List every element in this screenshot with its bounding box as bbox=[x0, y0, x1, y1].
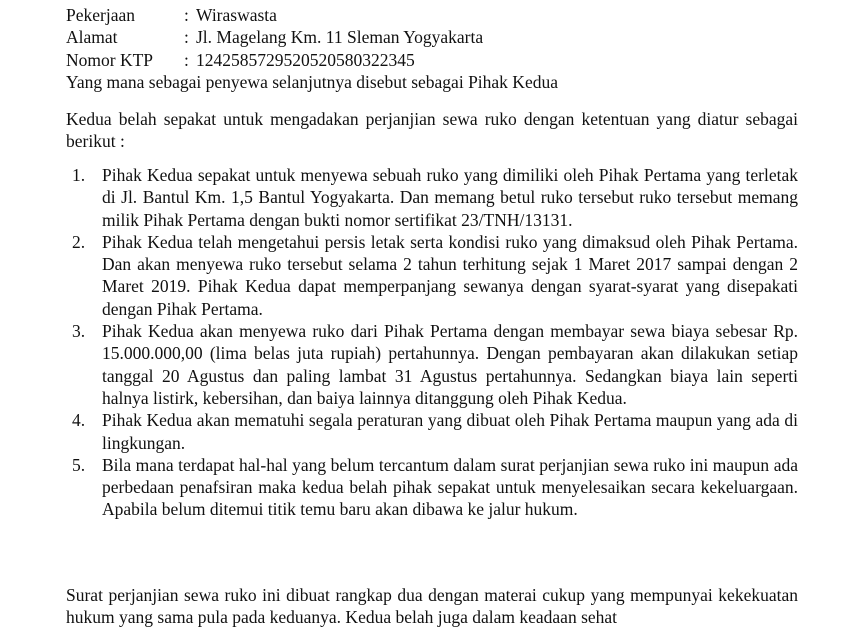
tenant-identity-block bbox=[66, 4, 558, 93]
intro-paragraph: Kedua belah sepakat untuk mengadakan perjanjian sewa ruko dengan ketentuan yang diatur sebagai berikut : bbox=[66, 109, 798, 152]
identity-row-ktp-number bbox=[66, 49, 558, 71]
term-number: 5. bbox=[72, 454, 86, 475]
term-item bbox=[66, 454, 798, 521]
term-number: 4. bbox=[72, 410, 86, 431]
term-text: Bila mana terdapat hal-hal yang belum tercantum dalam surat perjanjian sewa ruko ini maupun ada perbedaan penafsiran maka kedua belah pihak sepakat untuk menyelesaikan secara kekeluargaan. Apabila belum ditemui titik temu baru akan dibawa ke jalur hukum. bbox=[102, 454, 798, 520]
term-number: 2. bbox=[72, 231, 86, 252]
term-text: Pihak Kedua telah mengetahui persis letak serta kondisi ruko yang dimaksud oleh Pihak Pertama. Dan akan menyewa ruko tersebut selama 2 tahun terhitung sejak 1 Maret 2017 sampai dengan 2 Maret 2019. Pihak Kedua dapat memperpanjang sewanya dengan syarat-syarat yang disepakati dengan Pihak Pertama. bbox=[102, 231, 798, 319]
term-item bbox=[66, 320, 798, 409]
identity-row-occupation bbox=[66, 4, 558, 26]
identity-value: Wiraswasta bbox=[196, 5, 277, 25]
term-text: Pihak Kedua akan mematuhi segala peraturan yang dibuat oleh Pihak Pertama maupun yang ada di lingkungan. bbox=[102, 410, 798, 453]
identity-label: Nomor KTP bbox=[66, 49, 154, 70]
terms-list bbox=[66, 164, 798, 521]
identity-row-address bbox=[66, 26, 558, 48]
term-number: 3. bbox=[72, 321, 86, 342]
identity-colon: : bbox=[184, 49, 189, 70]
term-item bbox=[66, 231, 798, 320]
identity-label: Alamat bbox=[66, 27, 118, 48]
term-text: Pihak Kedua sepakat untuk menyewa sebuah ruko yang dimiliki oleh Pihak Pertama yang terletak di Jl. Bantul Km. 1,5 Bantul Yogyakarta. Dan memang betul ruko tersebut ruko tersebut memang milik Pihak Pertama dengan bukti nomor sertifikat 23/TNH/13131. bbox=[102, 165, 798, 230]
term-item bbox=[66, 164, 798, 231]
term-text: Pihak Kedua akan menyewa ruko dari Pihak Pertama dengan membayar sewa biaya sebesar Rp. 15.000.000,00 (lima belas juta rupiah) pertahunnya. Dengan pembayaran akan dilakukan setiap tanggal 20 Agustus dan paling lambat 31 Agustus pertahunnya. Sedangkan biaya lain seperti halnya listirk, kebersihan, dan baiya lainnya ditanggung oleh Pihak Kedua. bbox=[102, 321, 798, 408]
closing-paragraph: Surat perjanjian sewa ruko ini dibuat rangkap dua dengan materai cukup yang mempunyai kekekuatan hukum yang sama pula pada keduanya. Kedua belah juga dalam keadaan sehat bbox=[66, 585, 798, 628]
identity-label: Pekerjaan bbox=[66, 5, 135, 25]
second-party-designation: Yang mana sebagai penyewa selanjutnya disebut sebagai Pihak Kedua bbox=[66, 71, 558, 92]
term-number: 1. bbox=[72, 165, 86, 185]
identity-value: 1242585729520520580322345 bbox=[196, 49, 415, 70]
term-item bbox=[66, 409, 798, 454]
identity-colon: : bbox=[184, 5, 189, 25]
identity-value: Jl. Magelang Km. 11 Sleman Yogyakarta bbox=[196, 27, 484, 48]
identity-colon: : bbox=[184, 27, 189, 48]
